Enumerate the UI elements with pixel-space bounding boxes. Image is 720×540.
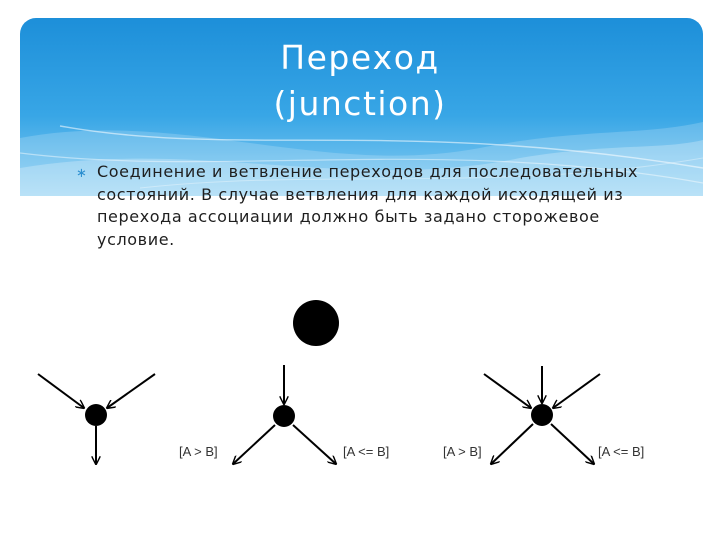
junction-merge-icon xyxy=(38,374,155,464)
branch-guard-left: [A > B] xyxy=(179,444,218,459)
merge-branch-guard-left: [A > B] xyxy=(443,444,482,459)
merge-branch-guard-right: [A <= B] xyxy=(598,444,645,459)
bullet-text: Соединение и ветвление переходов для последовательных состояний. В случае ветвления для каждой исходящей из перехода ассоциации должно быть задано сторожевое условие. xyxy=(97,162,639,249)
junction-branch-icon xyxy=(233,365,336,464)
bullet-marker-icon: ∗ xyxy=(76,166,87,181)
slide-title-line1: Переход xyxy=(280,38,440,77)
branch-guard-right: [A <= B] xyxy=(343,444,390,459)
junction-merge-branch-icon xyxy=(484,366,600,464)
initial-state-icon xyxy=(293,300,339,346)
slide-title-line2: (junction) xyxy=(273,84,447,123)
